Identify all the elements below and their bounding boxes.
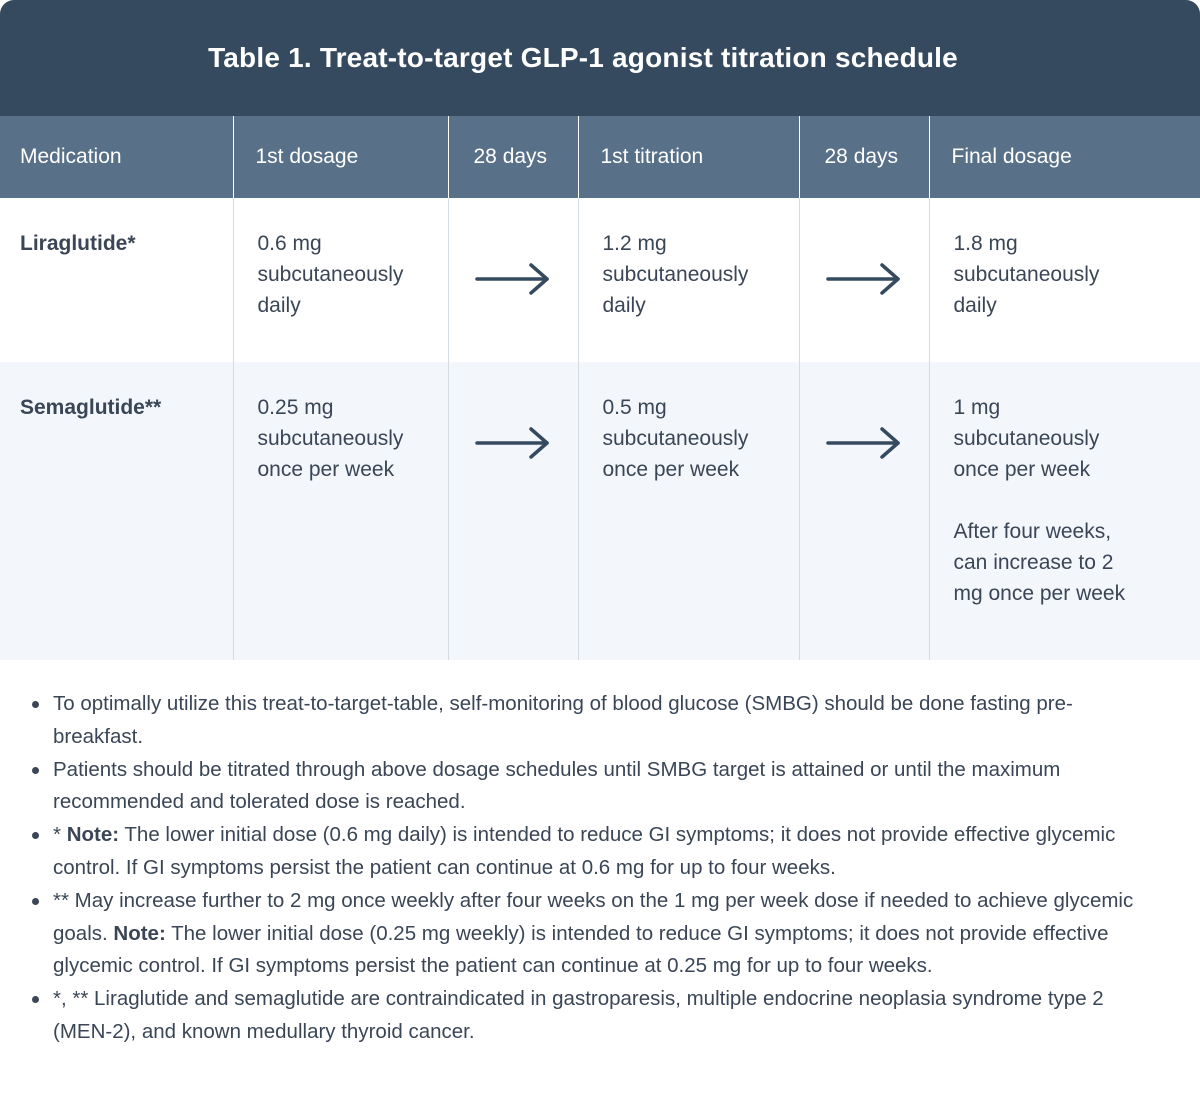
note-bold: Note: xyxy=(66,823,120,847)
note-item xyxy=(30,983,1140,1049)
note-prefix: * xyxy=(53,823,67,847)
dose-line: 0.25 mg xyxy=(257,396,334,419)
notes-section xyxy=(0,660,1200,1049)
note-text: May increase further to 2 mg once weekly after four weeks on the 1 mg per week dose if needed to achieve glycemic goals. xyxy=(53,888,1134,945)
dose-line: once per week xyxy=(953,458,1091,481)
medication-cell: Semaglutide** xyxy=(0,362,233,660)
arrow-right-icon xyxy=(475,262,551,296)
dose-line: subcutaneously xyxy=(953,263,1100,286)
final-dosage-cell xyxy=(929,362,1200,660)
first-titration-cell xyxy=(578,198,799,362)
header-first-titration: 1st titration xyxy=(578,116,799,198)
dose-line: once per week xyxy=(257,458,395,481)
note-prefix: ** xyxy=(53,888,75,912)
notes-list xyxy=(30,688,1140,1049)
medication-cell: Liraglutide* xyxy=(0,198,233,362)
titration-table xyxy=(0,116,1200,660)
header-first-dosage: 1st dosage xyxy=(233,116,448,198)
header-28-days-1: 28 days xyxy=(448,116,578,198)
note-item xyxy=(30,754,1140,820)
dose-line: daily xyxy=(257,294,301,317)
note-text: The lower initial dose (0.25 mg weekly) is intended to reduce GI symptoms; it does not provide effective glycemic control. If GI symptoms persist the patient can continue at 0.25 mg for up to four weeks. xyxy=(53,921,1109,978)
dose-line: daily xyxy=(602,294,646,317)
title-bar xyxy=(0,0,1200,116)
note-text: The lower initial dose (0.6 mg daily) is intended to reduce GI symptoms; it does not provide effective glycemic control. If GI symptoms persist the patient can continue at 0.6 mg for up to four weeks. xyxy=(53,823,1116,879)
final-dosage-cell xyxy=(929,198,1200,362)
note-text: Liraglutide and semaglutide are contraindicated in gastroparesis, multiple endocrine neoplasia syndrome type 2 (MEN-2), and known medullary thyroid cancer. xyxy=(53,987,1104,1043)
table-row-liraglutide xyxy=(0,198,1200,362)
table-title: Table 1. Treat-to-target GLP-1 agonist titration schedule xyxy=(208,42,958,73)
dose-line: daily xyxy=(953,294,997,317)
note-text: Patients should be titrated through above dosage schedules until SMBG target is attained or until the maximum recommended and tolerated dose is reached. xyxy=(53,757,1061,814)
dose-line: subcutaneously xyxy=(602,427,749,450)
final-note-line: mg once per week xyxy=(953,582,1126,605)
first-titration-cell xyxy=(578,362,799,660)
arrow-right-icon xyxy=(826,262,902,296)
table-row-semaglutide xyxy=(0,362,1200,660)
header-28-days-2: 28 days xyxy=(799,116,929,198)
note-prefix: *, ** xyxy=(53,987,95,1011)
final-note-line: can increase to 2 xyxy=(953,551,1114,574)
dose-line: 1.8 mg xyxy=(953,232,1018,255)
arrow-right-icon xyxy=(475,426,551,460)
dose-line: 1 mg xyxy=(953,396,1001,419)
dose-line: subcutaneously xyxy=(602,263,749,286)
first-dosage-cell xyxy=(233,198,448,362)
header-medication: Medication xyxy=(0,116,233,198)
note-item xyxy=(30,885,1140,983)
dose-line: subcutaneously xyxy=(257,263,404,286)
arrow-right-icon xyxy=(826,426,902,460)
header-final-dosage: Final dosage xyxy=(929,116,1200,198)
note-item xyxy=(30,688,1140,754)
arrow-cell xyxy=(448,362,578,660)
dose-line: subcutaneously xyxy=(953,427,1100,450)
dose-line: once per week xyxy=(602,458,740,481)
note-item xyxy=(30,819,1140,885)
table-header-row xyxy=(0,116,1200,198)
arrow-cell xyxy=(799,362,929,660)
arrow-cell xyxy=(448,198,578,362)
arrow-cell xyxy=(799,198,929,362)
note-text: To optimally utilize this treat-to-target-table, self-monitoring of blood glucose (SMBG) should be done fasting pre-breakfast. xyxy=(53,692,1073,748)
note-bold: Note: xyxy=(113,921,166,945)
dose-line: 1.2 mg xyxy=(602,232,667,255)
dose-line: subcutaneously xyxy=(257,427,404,450)
dose-line: 0.6 mg xyxy=(257,232,322,255)
dose-line: 0.5 mg xyxy=(602,396,667,419)
first-dosage-cell xyxy=(233,362,448,660)
final-note-line: After four weeks, xyxy=(953,520,1112,543)
